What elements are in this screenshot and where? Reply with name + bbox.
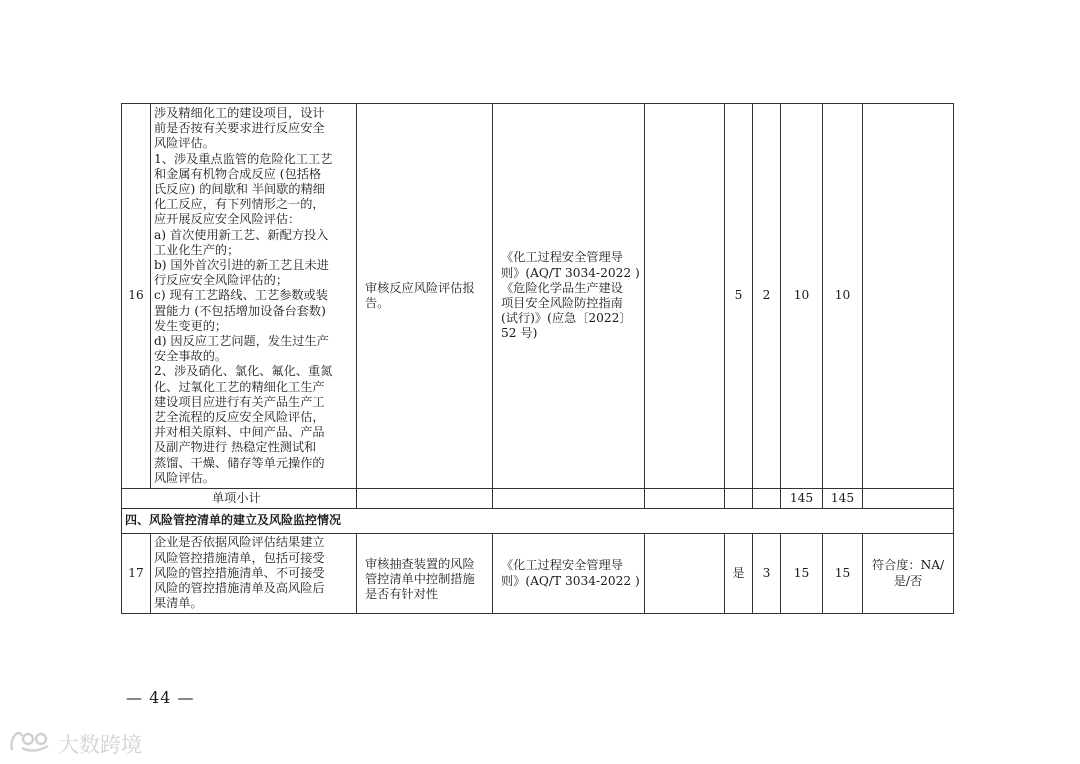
text-line: 告。 — [365, 296, 390, 310]
text-line: 是/否 — [893, 573, 923, 588]
text-line: 安全事故的。 — [154, 349, 228, 364]
text-line: 果清单。 — [154, 596, 203, 611]
text-line: 及副产物进行 热稳定性测试和 — [154, 440, 317, 455]
score-cell: 10 — [823, 104, 863, 489]
text-line: 审核抽查装置的风险 — [365, 556, 475, 571]
basis-cell — [493, 534, 645, 614]
inspection-item-cell — [151, 104, 357, 489]
text-line: 则》(AQ/T 3034-2022 ) — [501, 573, 640, 588]
value-cell: 是 — [725, 534, 753, 614]
section-header-row — [122, 509, 954, 534]
value-cell: 5 — [725, 104, 753, 489]
basis-cell — [493, 104, 645, 489]
text-line: 《化工过程安全管理导 — [501, 250, 623, 265]
empty-cell — [493, 489, 645, 509]
section-title: 四、风险管控清单的建立及风险监控情况 — [122, 509, 954, 534]
text-line: 企业是否依据风险评估结果建立 — [154, 535, 325, 550]
text-line: 风险的管控措施清单及高风险后 — [154, 581, 325, 596]
text-line: 是否有针对性 — [365, 587, 439, 602]
watermark-logo-icon — [8, 728, 58, 759]
text-line: c) 现有工艺路线、工艺参数或装 — [154, 288, 328, 303]
subtotal-row — [122, 489, 954, 509]
empty-cell — [863, 104, 954, 489]
inspection-item-cell — [151, 534, 357, 614]
text-line: 风险的管控措施清单、不可接受 — [154, 565, 325, 580]
empty-cell — [725, 489, 753, 509]
subtotal-value: 145 — [823, 489, 863, 509]
empty-cell — [645, 489, 725, 509]
text-line: 前是否按有关要求进行反应安全 — [154, 121, 325, 136]
empty-cell — [863, 489, 954, 509]
text-line: 项目安全风险防控指南 — [501, 296, 623, 310]
empty-cell — [357, 489, 493, 509]
text-line: a) 首次使用新工艺、新配方投入 — [154, 227, 329, 242]
empty-cell — [645, 534, 725, 614]
text-line: 工业化生产的； — [154, 242, 240, 257]
text-line: 应开展反应安全风险评估： — [154, 212, 301, 227]
text-line: 置能力 (不包括增加设备台套数) — [154, 303, 326, 318]
text-line: 蒸馏、干燥、储存等单元操作的 — [154, 455, 325, 470]
page-number: — 44 — — [126, 688, 195, 707]
subtotal-value: 145 — [781, 489, 823, 509]
text-line: 则》(AQ/T 3034-2022 ) — [501, 265, 640, 280]
subtotal-label: 单项小计 — [122, 489, 357, 509]
watermark — [8, 728, 142, 759]
watermark-text: 大数跨境 — [58, 732, 142, 757]
text-line: 和金属有机物合成反应 (包括格 — [154, 166, 322, 181]
text-line: 管控清单中控制措施 — [365, 571, 475, 586]
row-index: 17 — [122, 534, 151, 614]
text-line: 风险管控措施清单，包括可接受 — [154, 550, 325, 565]
text-line: 建设项目应进行有关产品生产工 — [154, 394, 325, 409]
inspection-table — [121, 103, 954, 614]
text-line: d) 因反应工艺问题，发生过生产 — [154, 334, 329, 348]
empty-cell — [753, 489, 781, 509]
text-line: 氏反应) 的间歇和 半间歇的精细 — [154, 181, 325, 196]
value-cell: 3 — [753, 534, 781, 614]
text-line: b) 国外首次引进的新工艺且未进 — [154, 257, 329, 272]
text-line: 1、涉及重点监管的危险化工工艺 — [154, 151, 333, 166]
text-line: 符合度：NA/ — [871, 558, 945, 573]
text-line: 艺全流程的反应安全风险评估， — [154, 410, 325, 425]
text-line: 化、过氧化工艺的精细化工生产 — [154, 379, 325, 394]
text-line: 《化工过程安全管理导 — [501, 558, 623, 573]
inspection-method-cell — [357, 534, 493, 614]
score-cell: 15 — [823, 534, 863, 614]
inspection-method-cell — [357, 104, 493, 489]
text-line: 行反应安全风险评估的； — [154, 273, 289, 288]
table-row — [122, 534, 954, 614]
text-line: 发生变更的； — [154, 318, 228, 333]
text-line: 风险评估。 — [154, 470, 215, 485]
empty-cell — [645, 104, 725, 489]
table-row — [122, 104, 954, 489]
score-cell: 10 — [781, 104, 823, 489]
score-cell: 15 — [781, 534, 823, 614]
text-line: 审核反应风险评估报 — [365, 280, 475, 295]
compliance-cell — [863, 534, 954, 614]
text-line: 涉及精细化工的建设项目，设计 — [154, 105, 325, 120]
text-line: 化工反应，有下列情形之一的， — [154, 197, 325, 212]
text-line: 52 号) — [501, 326, 538, 341]
text-line: (试行)》(应急〔2022〕 — [501, 311, 632, 326]
value-cell: 2 — [753, 104, 781, 489]
text-line: 风险评估。 — [154, 136, 215, 151]
text-line: 并对相关原料、中间产品、产品 — [154, 425, 325, 440]
row-index: 16 — [122, 104, 151, 489]
text-line: 《危险化学品生产建设 — [501, 280, 623, 295]
text-line: 2、涉及硝化、氯化、氟化、重氮 — [154, 364, 333, 379]
